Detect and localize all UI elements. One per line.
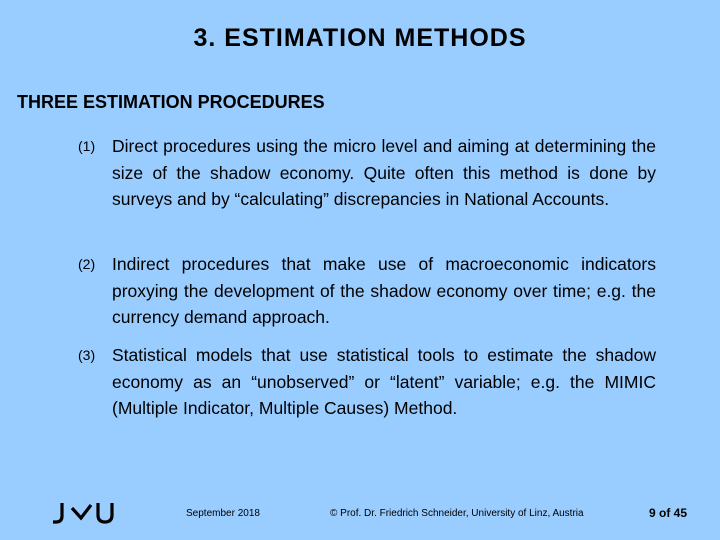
list-item-number: (1) (78, 138, 96, 154)
page-number: 9 of 45 (649, 506, 688, 520)
list-item-text: Statistical models that use statistical tools to estimate the shadow economy as an “unobserved” or “latent” variable; e.g. the MIMIC (Multiple Indicator, Multiple Causes) Method. (112, 345, 656, 418)
footer-copyright: © Prof. Dr. Friedrich Schneider, University of Linz, Austria (330, 508, 584, 519)
jku-logo (52, 500, 116, 526)
slide-subtitle: THREE ESTIMATION PROCEDURES (17, 92, 325, 112)
list-item-text: Direct procedures using the micro level and aiming at determining the size of the shadow economy. Quite often this method is done by surveys and by “calculating” discrepancies in National Accounts. (112, 136, 656, 209)
slide-title: 3. ESTIMATION METHODS (193, 24, 527, 52)
list-item-number: (3) (78, 347, 96, 363)
list-item-number: (2) (78, 256, 96, 272)
footer-date: September 2018 (186, 508, 260, 519)
list-item-text: Indirect procedures that make use of macroeconomic indicators proxying the development of the shadow economy over time; e.g. the currency demand approach. (112, 254, 656, 327)
